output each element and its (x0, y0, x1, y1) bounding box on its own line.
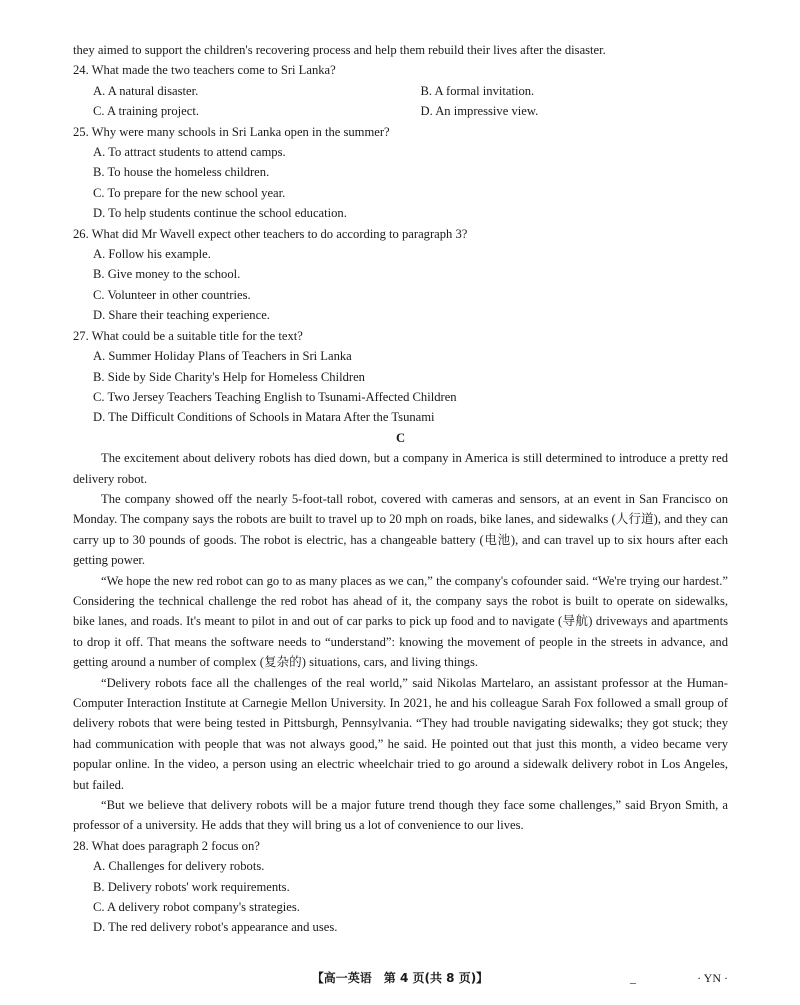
question-stem: 24. What made the two teachers come to Sri Lanka? (73, 63, 336, 78)
question-24 (73, 60, 728, 121)
option-b: B. Side by Side Charity's Help for Homeless Children (93, 369, 365, 384)
option-b: B. Delivery robots' work requirements. (93, 879, 290, 894)
option-d: D. The red delivery robot's appearance and uses. (93, 920, 338, 935)
option-a: A. Challenges for delivery robots. (93, 859, 265, 874)
question-27 (73, 326, 728, 428)
question-stem: 25. Why were many schools in Sri Lanka open in the summer? (73, 124, 390, 139)
passage-paragraph-1: The excitement about delivery robots has died down, but a company in America is still determined to introduce a pretty red delivery robot. (73, 451, 728, 486)
option-c: C. Volunteer in other countries. (93, 287, 251, 302)
passage-paragraph-3: “We hope the new red robot can go to as many places as we can,” the company's cofounder said. “We're trying our hardest.” Considering the technical challenge the red robot has ahead of it, the company says the robot is built to operate on sidewalks, bike lanes, and roads. It's meant to pilot in and out of car parks to pick up food and to navigate (导航) driveways and apartments to drop it off. That means the software needs to “understand”: knowing the movement of people in the streets in advance, and getting around a number of complex (复杂的) situations, cars, and living things. (73, 573, 728, 670)
option-d: D. Share their teaching experience. (93, 308, 270, 323)
option-c: C. Two Jersey Teachers Teaching English to Tsunami-Affected Children (93, 389, 457, 404)
option-b: B. Give money to the school. (93, 267, 241, 282)
option-a: A. Follow his example. (93, 247, 211, 262)
footer-dash: _ (630, 971, 636, 985)
section-heading-c: C (395, 430, 406, 445)
question-stem: 28. What does paragraph 2 focus on? (73, 838, 260, 853)
option-d: D. To help students continue the school education. (93, 206, 347, 221)
continuation-line: they aimed to support the children's recovering process and help them rebuild their lives after the disaster. (73, 43, 606, 57)
footer-code: · YN · (697, 971, 728, 985)
option-c: C. A training project. (93, 104, 199, 119)
passage-paragraph-5: “But we believe that delivery robots will be a major future trend though they face some challenges,” said Bryon Smith, a professor of a university. He adds that they will bring us a lot of convenience to our lives. (73, 798, 728, 833)
page-footer: 【高一英语 第 4 页(共 8 页)】 (311, 971, 489, 985)
option-b: B. A formal invitation. (420, 83, 535, 98)
question-stem: 27. What could be a suitable title for the text? (73, 328, 303, 343)
passage-paragraph-4: “Delivery robots face all the challenges of the real world,” said Nikolas Martelaro, an assistant professor at the Human-Computer Interaction Institute at Carnegie Mellon University. In 2021, he and his colleague Sarah Fox followed a small group of delivery robots that were being tested in Pittsburgh, Pennsylvania. “They had trouble navigating sidewalks; they got stuck; they had communication with people that was not always good,” he said. He pointed out that just this month, a video became very popular online. In the video, a person using an electric wheelchair tried to go around a sidewalk delivery robot in Los Angeles, but failed. (73, 675, 728, 792)
option-a: A. Summer Holiday Plans of Teachers in Sri Lanka (93, 349, 352, 364)
option-d: D. An impressive view. (420, 104, 539, 119)
passage-paragraph-2: The company showed off the nearly 5-foot-tall robot, covered with cameras and sensors, at an event in San Francisco on Monday. The company says the robots are built to travel up to 20 mph on roads, bike lanes, and sidewalks (人行道), and they can carry up to 30 pounds of goods. The robot is electric, has a changeable battery (电池), and can travel up to six hours after each getting power. (73, 491, 728, 568)
option-c: C. To prepare for the new school year. (93, 185, 286, 200)
option-c: C. A delivery robot company's strategies. (93, 900, 300, 915)
question-28 (73, 836, 728, 938)
question-25 (73, 122, 728, 224)
option-a: A. To attract students to attend camps. (93, 145, 286, 160)
question-26 (73, 224, 728, 326)
option-b: B. To house the homeless children. (93, 165, 270, 180)
option-a: A. A natural disaster. (93, 83, 199, 98)
option-d: D. The Difficult Conditions of Schools in Matara After the Tsunami (93, 410, 435, 425)
question-stem: 26. What did Mr Wavell expect other teachers to do according to paragraph 3? (73, 226, 468, 241)
